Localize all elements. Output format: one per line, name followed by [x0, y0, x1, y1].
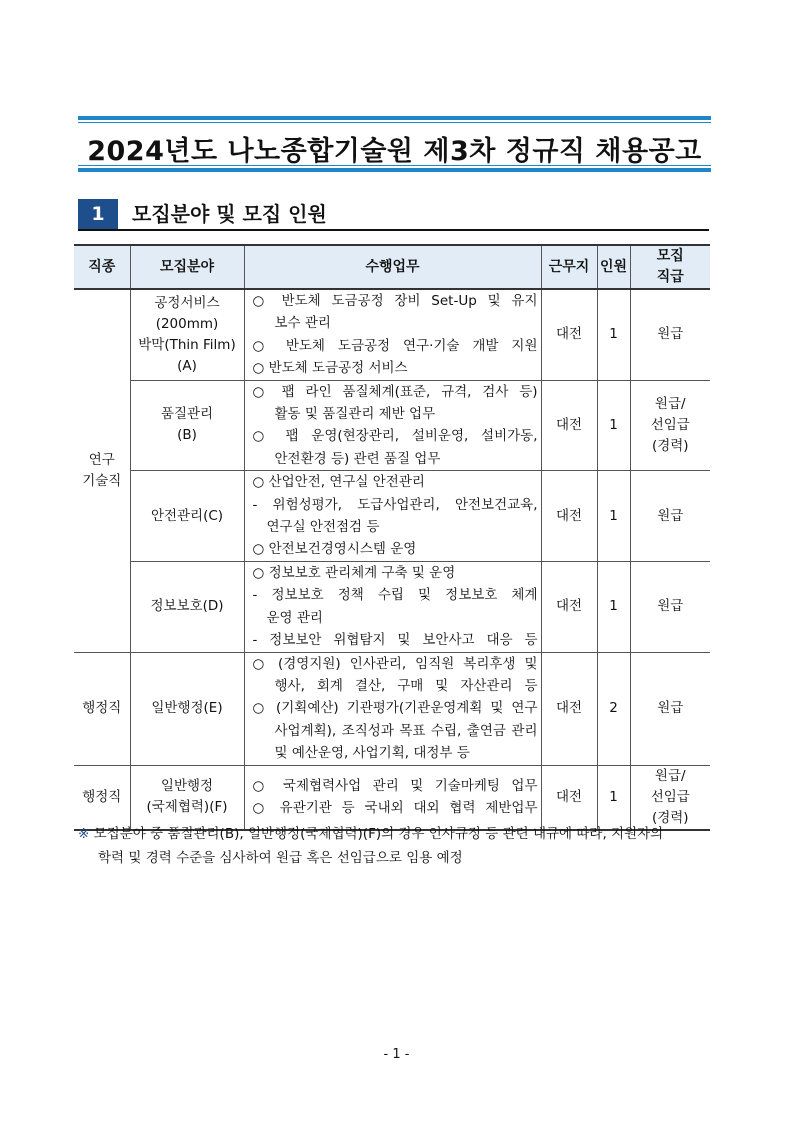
field-cell: [130, 289, 244, 380]
location-cell: 대전: [541, 380, 597, 471]
grade-cell: [630, 289, 710, 380]
duty-cell: [244, 471, 541, 562]
duty-cell: [244, 289, 541, 380]
page-title: 2024년도 나노종합기술원 제3차 정규직 채용공고: [87, 136, 702, 167]
duty-line: - 정보보호 정책 수립 및 정보보호 체계: [252, 587, 538, 604]
footnote: [78, 822, 718, 870]
job-type-cell: [74, 289, 130, 652]
field-line: 정보보호(D): [150, 598, 224, 615]
duty-line: ○ 산업안전, 연구실 안전관리: [252, 474, 425, 491]
grade-cell: [630, 561, 710, 652]
table-row: [74, 289, 710, 380]
job-type-line: 기술직: [82, 472, 122, 489]
field-cell: [130, 561, 244, 652]
reference-mark-icon: ※: [78, 826, 90, 842]
duty-line: 및 예산운영, 사업기획, 대정부 등: [274, 745, 470, 762]
duty-line: 보수 관리: [274, 315, 331, 332]
section-heading: [78, 199, 709, 231]
duty-cell: [244, 765, 541, 830]
header-count: 인원: [597, 245, 630, 289]
duty-line: ○ 반도체 도금공정 연구·기술 개발 지원: [252, 337, 538, 354]
duty-line: ○ (경영지원) 인사관리, 임직원 복리후생 및: [252, 655, 538, 672]
duty-cell: [244, 652, 541, 765]
duty-line: 연구실 안전점검 등: [266, 519, 380, 536]
duty-line: 활동 및 품질관리 제반 업무: [274, 406, 436, 423]
duty-line: ○ (기획예산) 기관평가(기관운영계획 및 연구: [252, 700, 538, 717]
location-cell: 대전: [541, 652, 597, 765]
location-cell: 대전: [541, 765, 597, 830]
field-line: 안전관리(C): [150, 507, 224, 524]
field-cell: [130, 765, 244, 830]
field-cell: [130, 380, 244, 471]
footnote-line: 학력 및 경력 수준을 심사하여 원급 혹은 선임급으로 임용 예정: [98, 850, 463, 866]
field-line: 박막(Thin Film): [138, 336, 236, 353]
grade-line: (경력): [651, 437, 689, 454]
table-row: [74, 652, 710, 765]
duty-line: ○ 반도체 도금공정 장비 Set-Up 및 유지: [252, 293, 538, 309]
table-row: [74, 765, 710, 830]
header-grade-line2: 직급: [656, 269, 684, 285]
section-number: 1: [78, 199, 118, 229]
count-cell: 1: [597, 289, 630, 380]
duty-line: 사업계획), 조직성과 목표 수립, 출연금 관리: [274, 722, 538, 739]
grade-line: 선임급: [650, 788, 690, 805]
grade-cell: [630, 380, 710, 471]
job-type-cell: 행정직: [74, 652, 130, 765]
count-cell: 1: [597, 471, 630, 562]
title-banner: [78, 116, 711, 172]
header-duties: 수행업무: [244, 245, 541, 289]
grade-cell: [630, 765, 710, 830]
duty-line: ○ 팹 운영(현장관리, 설비운영, 설비가동,: [252, 428, 538, 445]
location-cell: 대전: [541, 289, 597, 380]
duty-line: - 정보보안 위협탐지 및 보안사고 대응 등: [252, 632, 538, 649]
job-type-line: 연구: [88, 451, 115, 468]
count-cell: 2: [597, 652, 630, 765]
grade-line: 선임급: [650, 416, 690, 433]
header-job-type: 직종: [74, 245, 130, 289]
footnote-text: 모집분야 중 품질관리(B), 일반행정(국제협력)(F)의 경우 인사규정 등 관련 내규에 따라, 지원자의: [93, 826, 664, 842]
count-cell: 1: [597, 380, 630, 471]
grade-line: (경력): [651, 809, 689, 826]
location-cell: 대전: [541, 471, 597, 562]
title-rule-bottom: [78, 165, 711, 166]
field-line: 품질관리: [160, 406, 214, 423]
duty-line: ○ 안전보건경영시스템 운영: [252, 541, 417, 558]
field-line: 공정서비스: [154, 294, 220, 311]
header-location: 근무지: [541, 245, 597, 289]
count-cell: 1: [597, 561, 630, 652]
field-line: 일반행정: [160, 778, 214, 795]
header-field: 모집분야: [130, 245, 244, 289]
duty-cell: [244, 561, 541, 652]
job-type-cell: 행정직: [74, 765, 130, 830]
field-cell: [130, 652, 244, 765]
table-row: [74, 380, 710, 471]
grade-line: 원급: [657, 326, 684, 343]
table-row: [74, 561, 710, 652]
duty-line: ○ 팹 라인 품질체계(표준, 규격, 검사 등): [252, 383, 538, 400]
duty-line: 안전환경 등) 관련 품질 업무: [274, 450, 441, 467]
grade-line: 원급: [657, 598, 684, 615]
table-row: [74, 471, 710, 562]
table-header-row: [74, 245, 710, 289]
grade-cell: [630, 471, 710, 562]
grade-line: 원급/: [654, 767, 686, 784]
header-grade: [630, 245, 710, 289]
field-line: (B): [177, 427, 197, 444]
duty-line: 운영 관리: [266, 609, 323, 626]
header-grade-line1: 모집: [656, 248, 684, 264]
duty-line: ○ 반도체 도금공정 서비스: [252, 360, 408, 377]
field-line: (A): [177, 357, 197, 374]
duty-line: 행사, 회계 결산, 구매 및 자산관리 등: [274, 677, 538, 694]
grade-cell: [630, 652, 710, 765]
duty-line: ○ 국제협력사업 관리 및 기술마케팅 업무: [252, 777, 538, 794]
grade-line: 원급: [657, 700, 684, 717]
duty-cell: [244, 380, 541, 471]
field-line: 일반행정(E): [151, 700, 223, 717]
footnote-line: [78, 822, 718, 846]
location-cell: 대전: [541, 561, 597, 652]
field-line: (200mm): [155, 315, 219, 332]
duty-line: ○ 유관기관 등 국내외 대외 협력 제반업무: [252, 800, 538, 817]
recruitment-table: [74, 244, 710, 831]
grade-line: 원급: [657, 507, 684, 524]
count-cell: 1: [597, 765, 630, 830]
duty-line: ○ 정보보호 관리체계 구축 및 운영: [252, 564, 456, 581]
section-title: 모집분야 및 모집 인원: [132, 202, 327, 226]
page-number: - 1 -: [383, 1047, 410, 1062]
title-rule-top: [78, 122, 711, 123]
field-cell: [130, 471, 244, 562]
grade-line: 원급/: [654, 395, 686, 412]
field-line: (국제협력)(F): [146, 799, 228, 816]
duty-line: - 위험성평가, 도급사업관리, 안전보건교육,: [252, 496, 538, 513]
